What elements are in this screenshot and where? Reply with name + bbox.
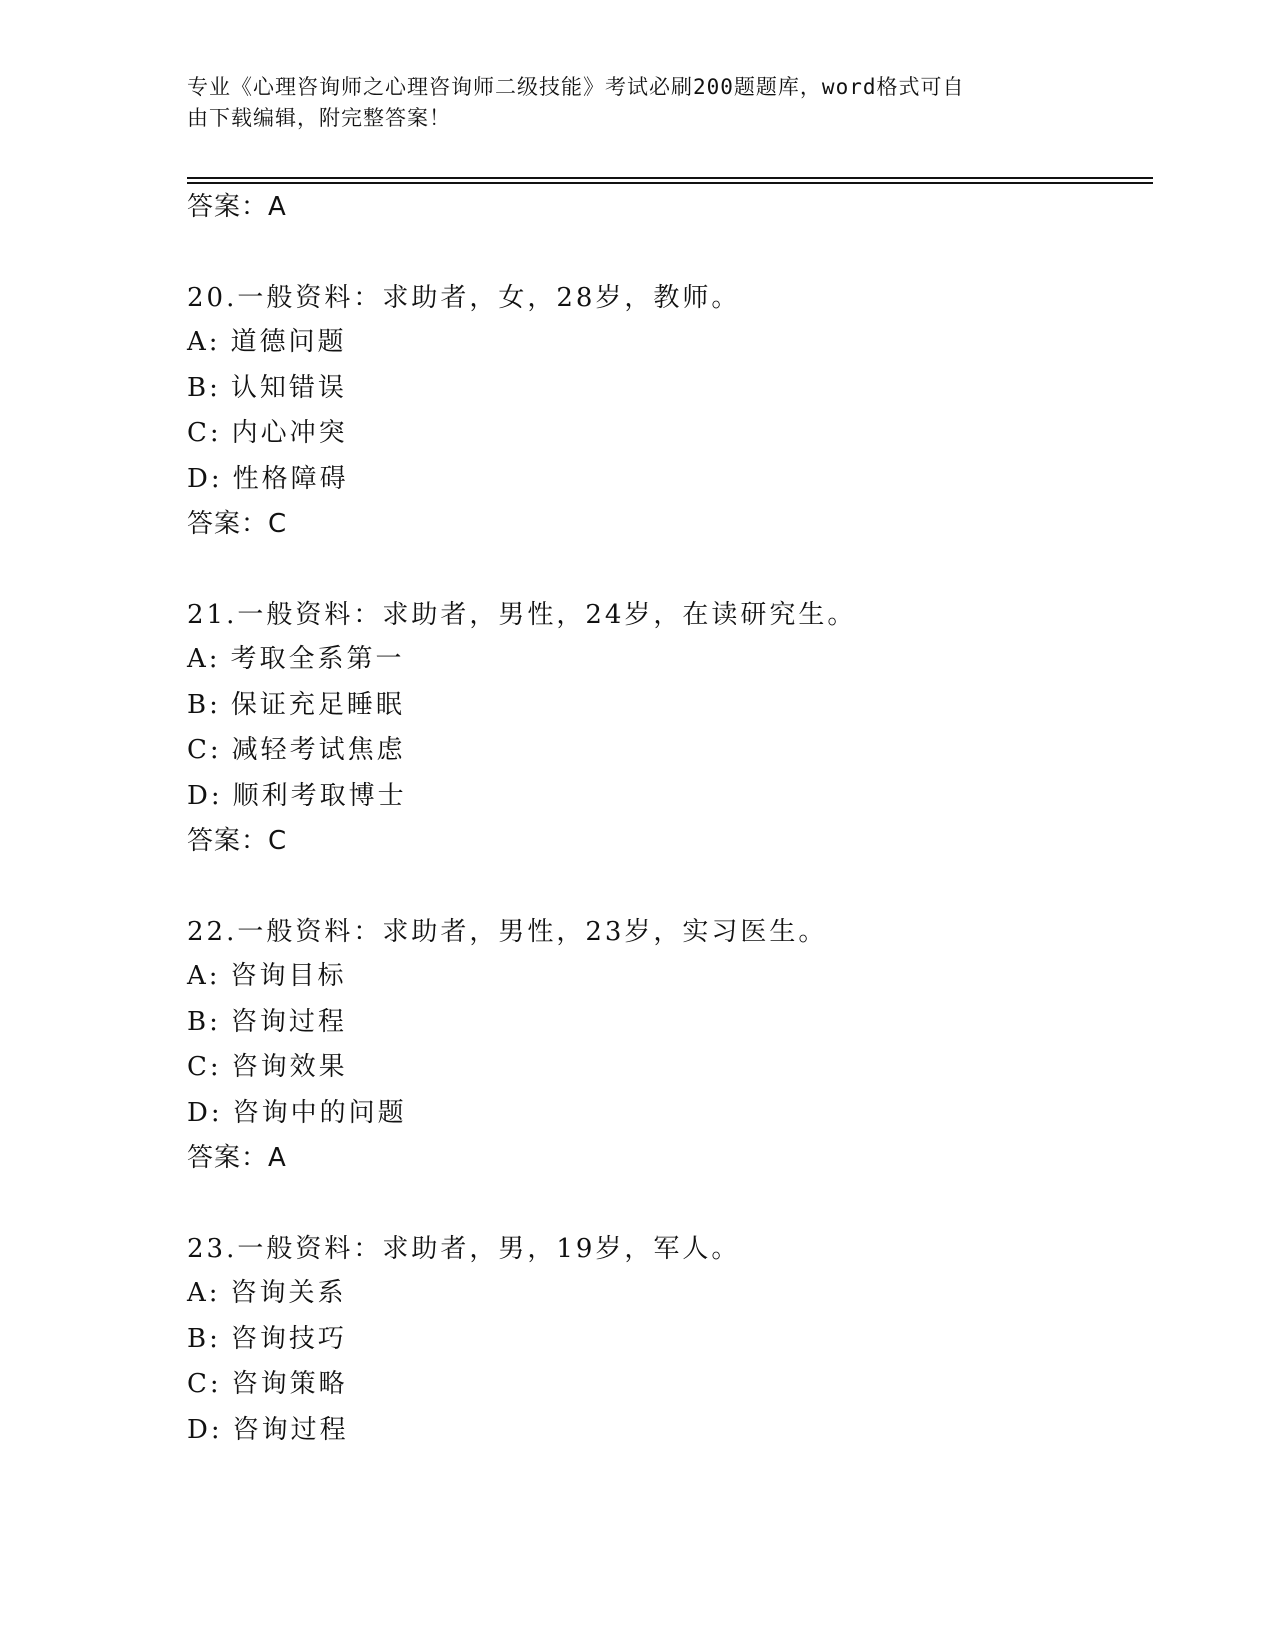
question-block [187,276,1147,546]
option-b [187,1317,1147,1363]
spacer [187,1180,1147,1227]
question-block [187,910,1147,1180]
option-text: 减轻考试焦虑 [231,735,406,765]
option-d [187,1091,1147,1137]
option-text: 保证充足睡眠 [230,689,405,720]
option-text: 咨询技巧 [230,1323,347,1354]
option-text: 咨询中的问题 [232,1097,407,1128]
header-line-2: 由下载编辑，附完整答案！ [187,106,451,130]
option-text: 咨询效果 [231,1052,348,1082]
option-key: A: [187,1278,221,1308]
option-b [187,683,1147,729]
option-d [187,1408,1147,1454]
option-b [187,1000,1147,1046]
option-c [187,1362,1147,1408]
option-b [187,366,1147,412]
answer-line: 答案：A [187,1143,287,1173]
option-key: D: [187,780,223,811]
option-text: 考取全系第一 [230,644,405,674]
option-text: 顺利考取博士 [232,780,407,811]
option-key: A: [187,327,221,357]
option-key: B: [187,372,221,403]
option-text: 认知错误 [230,372,347,403]
option-text: 咨询关系 [230,1278,347,1308]
option-key: B: [187,1323,221,1354]
question-block [187,1227,1147,1453]
option-key: A: [187,644,221,674]
answer-line: 答案：A [187,192,287,222]
question-stem: 23.一般资料：求助者，男，19岁，军人。 [187,1234,741,1264]
option-a [187,954,1147,1000]
option-key: D: [187,463,223,494]
question-stem: 21.一般资料：求助者，男性，24岁，在读研究生。 [187,600,857,630]
option-text: 咨询策略 [231,1369,348,1399]
option-d [187,457,1147,503]
option-text: 咨询过程 [232,1414,349,1445]
option-c [187,1045,1147,1091]
option-d [187,774,1147,820]
answer-line: 答案：C [187,509,288,539]
header-divider [187,177,1153,179]
spacer [187,863,1147,910]
option-key: D: [187,1097,223,1128]
option-key: A: [187,961,221,991]
option-text: 咨询目标 [230,961,347,991]
answer-line: 答案：C [187,826,288,856]
option-text: 内心冲突 [231,418,348,448]
option-a [187,637,1147,683]
header-divider-second [187,182,1153,184]
option-text: 咨询过程 [230,1006,347,1037]
option-key: D: [187,1414,223,1445]
option-a [187,320,1147,366]
option-key: C: [187,1052,222,1082]
header-line-1: 专业《心理咨询师之心理咨询师二级技能》考试必刷200题题库，word格式可自 [187,75,965,99]
option-key: C: [187,735,222,765]
option-key: C: [187,1369,222,1399]
option-text: 道德问题 [230,327,347,357]
spacer [187,229,1147,276]
option-c [187,411,1147,457]
question-list [187,185,1147,1453]
document-header [187,72,1087,134]
option-a [187,1271,1147,1317]
option-key: B: [187,689,221,720]
option-key: C: [187,418,222,448]
option-text: 性格障碍 [232,463,349,494]
spacer [187,546,1147,593]
question-block [187,593,1147,863]
option-c [187,728,1147,774]
question-stem: 22.一般资料：求助者，男性，23岁，实习医生。 [187,917,828,947]
option-key: B: [187,1006,221,1037]
question-stem: 20.一般资料：求助者，女，28岁，教师。 [187,283,741,313]
